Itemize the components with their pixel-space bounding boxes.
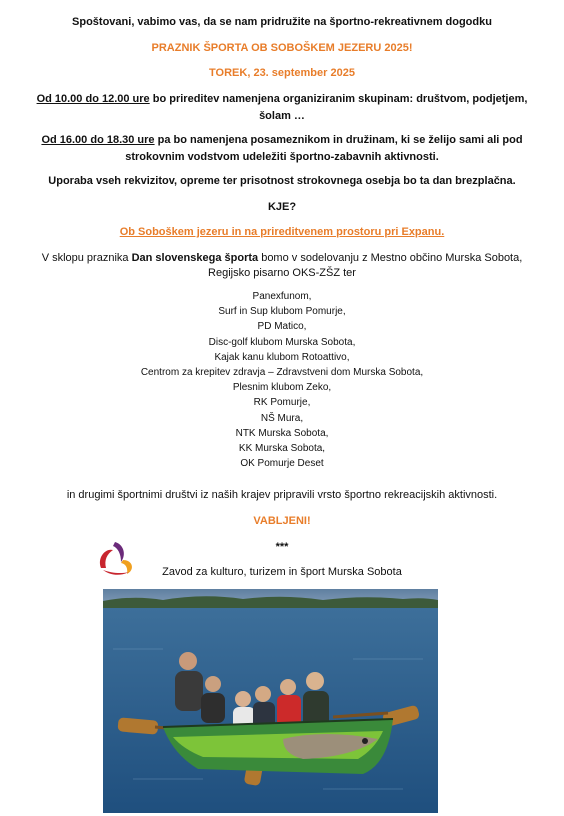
intro-text: Spoštovani, vabimo vas, da se nam pridružite na športno-rekreativnem dogodku xyxy=(72,16,492,28)
organizer-name: Zavod za kulturo, turizem in šport Murska Sobota xyxy=(162,566,402,578)
morning-slot xyxy=(0,92,564,124)
equipment-note: Uporaba vseh rekvizitov, opreme ter prisotnost strokovnega osebja bo ta dan brezplačna. xyxy=(48,175,516,187)
list-item: NTK Murska Sobota, xyxy=(235,427,329,439)
afternoon-desc: pa bo namenjena posameznikom in družinam, ki se želijo sami ali pod xyxy=(154,134,523,146)
list-item: Kajak kanu klubom Rotoattivo, xyxy=(214,351,350,363)
list-item: Panexfunom, xyxy=(252,291,312,302)
event-title: PRAZNIK ŠPORTA OB SOBOŠKEM JEZERU 2025! xyxy=(151,42,413,54)
closing-line: in drugimi športnimi društvi iz naših krajev pripravili vrsto športno rekreacijskih aktivnosti. xyxy=(66,489,498,501)
event-date: TOREK, 23. september 2025 xyxy=(209,67,355,79)
where-heading: KJE? xyxy=(267,201,297,213)
list-item: NŠ Mura, xyxy=(260,412,304,424)
cooperation-text xyxy=(0,251,564,281)
afternoon-desc-2: strokovnim vodstvom udeležiti športno-zabavnih aktivnosti. xyxy=(125,151,439,163)
cooperation-highlight: Dan slovenskega športa xyxy=(131,252,259,264)
list-item: OK Pomurje Deset xyxy=(240,458,324,470)
list-item: Centrom za krepitev zdravja – Zdravstveni dom Murska Sobota, xyxy=(140,367,424,379)
afternoon-slot xyxy=(0,133,564,165)
morning-desc: bo prireditev namenjena organiziranim skupinam: društvom, podjetjem, xyxy=(149,93,528,105)
list-item: RK Pomurje, xyxy=(253,397,311,409)
list-item: Plesnim klubom Zeko, xyxy=(232,382,332,394)
morning-time: Od 10.00 do 12.00 ure xyxy=(36,93,150,105)
list-item: KK Murska Sobota, xyxy=(238,443,326,455)
list-item: Surf in Sup klubom Pomurje, xyxy=(218,306,346,318)
cooperation-prefix: V sklopu praznika xyxy=(41,252,132,264)
canoe-photo xyxy=(103,589,438,813)
list-item: Disc-golf klubom Murska Sobota, xyxy=(208,336,356,348)
list-item: PD Matico, xyxy=(257,321,307,333)
separator: *** xyxy=(275,541,289,553)
morning-desc-2: šolam … xyxy=(259,110,305,122)
location-text: Ob Soboškem jezeru in na prireditvenem prostoru pri Expanu. xyxy=(119,226,445,238)
cooperation-line2: Regijsko pisarno OKS-ZŠZ ter xyxy=(208,267,356,279)
partners-list xyxy=(0,289,564,471)
cooperation-suffix: bomo v sodelovanju z Mestno občino Murska Sobota, xyxy=(258,252,523,264)
afternoon-time: Od 16.00 do 18.30 ure xyxy=(41,134,155,146)
invite-text: VABLJENI! xyxy=(253,515,311,527)
